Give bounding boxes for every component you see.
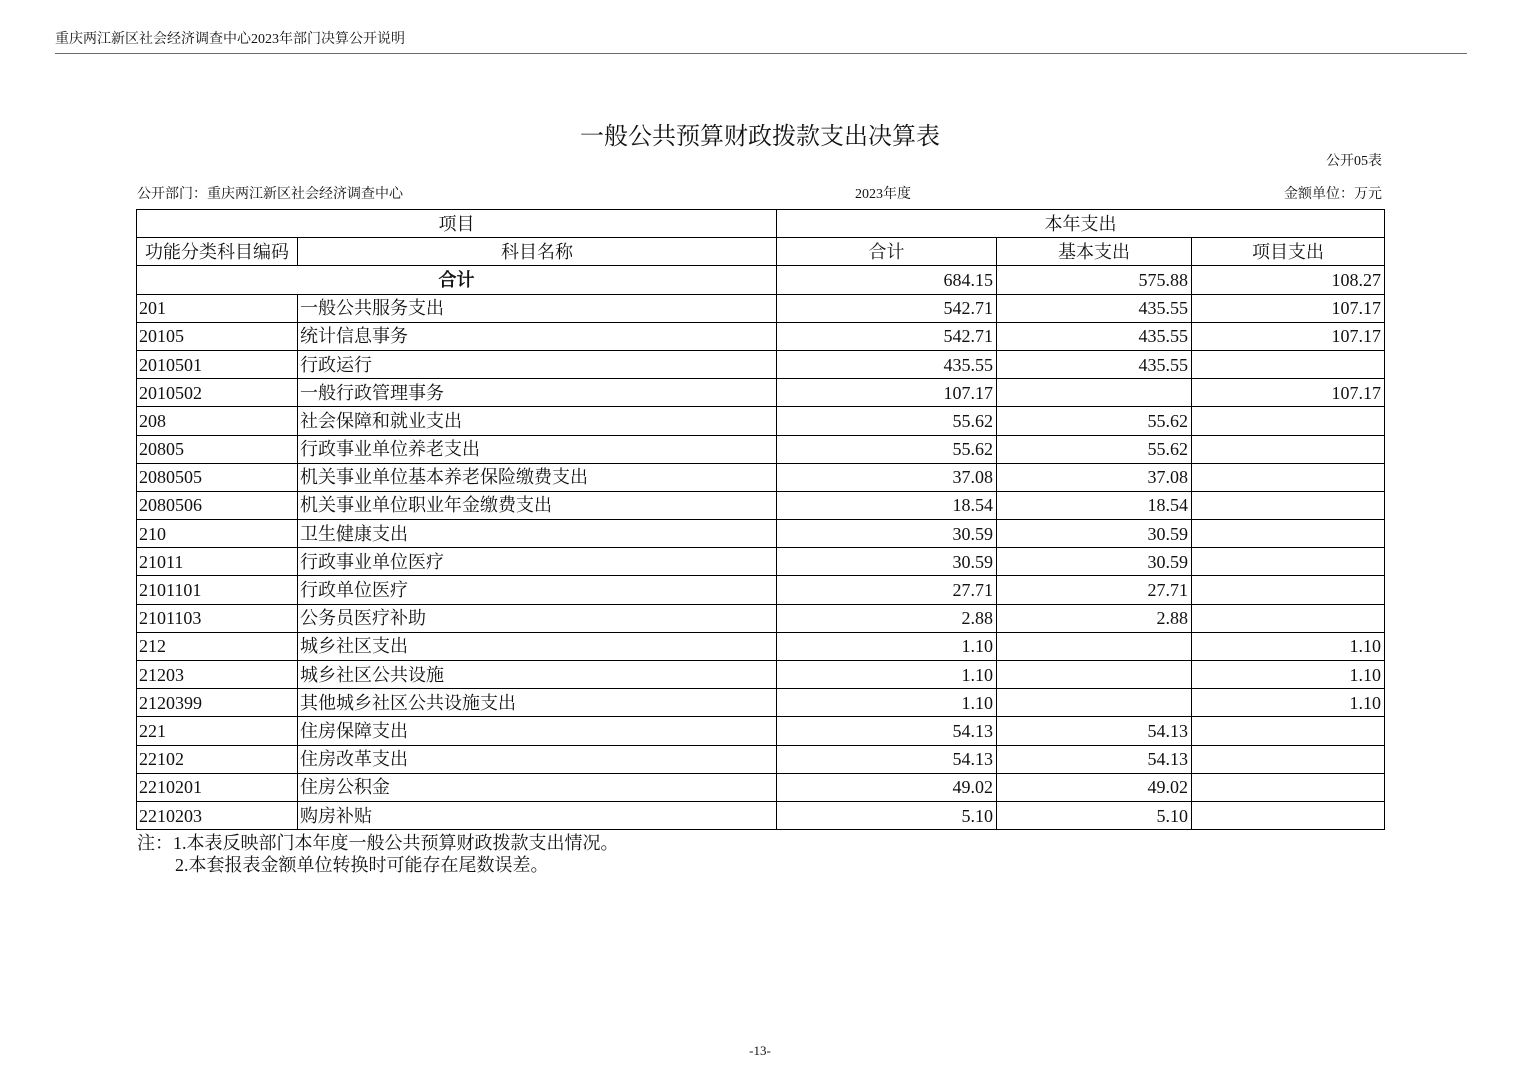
cell-code: 2080506 xyxy=(137,491,298,519)
cell-total: 1.10 xyxy=(777,632,997,660)
cell-name: 住房公积金 xyxy=(298,773,777,801)
table-row xyxy=(137,745,1385,773)
budget-expenditure-table xyxy=(136,209,1385,830)
cell-basic: 2.88 xyxy=(997,604,1192,632)
cell-total: 5.10 xyxy=(777,801,997,829)
cell-total: 18.54 xyxy=(777,491,997,519)
cell-code: 21011 xyxy=(137,548,298,576)
department-label: 公开部门：重庆两江新区社会经济调查中心 xyxy=(137,187,403,202)
cell-project xyxy=(1192,350,1385,378)
cell-name: 统计信息事务 xyxy=(298,322,777,350)
cell-basic xyxy=(997,661,1192,689)
cell-basic xyxy=(997,632,1192,660)
table-row xyxy=(137,661,1385,689)
document-header-title: 重庆两江新区社会经济调查中心2023年部门决算公开说明 xyxy=(55,32,405,47)
cell-total: 1.10 xyxy=(777,689,997,717)
cell-project xyxy=(1192,520,1385,548)
cell-project xyxy=(1192,576,1385,604)
cell-code: 201 xyxy=(137,294,298,322)
table-row xyxy=(137,548,1385,576)
cell-project xyxy=(1192,491,1385,519)
cell-code: 22102 xyxy=(137,745,298,773)
total-row-total: 684.15 xyxy=(777,266,997,294)
cell-total: 1.10 xyxy=(777,661,997,689)
cell-name: 城乡社区公共设施 xyxy=(298,661,777,689)
table-row xyxy=(137,350,1385,378)
cell-project: 107.17 xyxy=(1192,379,1385,407)
table-row xyxy=(137,435,1385,463)
cell-project xyxy=(1192,548,1385,576)
table-header xyxy=(137,210,1385,266)
table-row xyxy=(137,322,1385,350)
cell-total: 54.13 xyxy=(777,745,997,773)
total-row xyxy=(137,266,1385,294)
cell-basic: 37.08 xyxy=(997,463,1192,491)
cell-code: 21203 xyxy=(137,661,298,689)
table-row xyxy=(137,632,1385,660)
cell-total: 435.55 xyxy=(777,350,997,378)
table-row xyxy=(137,407,1385,435)
cell-code: 210 xyxy=(137,520,298,548)
amount-unit-label: 金额单位：万元 xyxy=(1284,187,1382,202)
cell-name: 一般公共服务支出 xyxy=(298,294,777,322)
table-row xyxy=(137,801,1385,829)
cell-total: 2.88 xyxy=(777,604,997,632)
note-line-2: 2.本套报表金额单位转换时可能存在尾数误差。 xyxy=(175,855,549,875)
cell-code: 2010502 xyxy=(137,379,298,407)
column-header-code: 功能分类科目编码 xyxy=(137,238,298,266)
cell-project xyxy=(1192,604,1385,632)
cell-code: 2010501 xyxy=(137,350,298,378)
cell-code: 20105 xyxy=(137,322,298,350)
cell-name: 住房保障支出 xyxy=(298,717,777,745)
table-row xyxy=(137,604,1385,632)
table-row xyxy=(137,689,1385,717)
cell-basic: 5.10 xyxy=(997,801,1192,829)
cell-project xyxy=(1192,463,1385,491)
group-header-item: 项目 xyxy=(137,210,777,238)
cell-basic: 435.55 xyxy=(997,294,1192,322)
cell-basic: 18.54 xyxy=(997,491,1192,519)
cell-code: 208 xyxy=(137,407,298,435)
cell-name: 购房补贴 xyxy=(298,801,777,829)
cell-total: 55.62 xyxy=(777,435,997,463)
cell-basic xyxy=(997,689,1192,717)
table-row xyxy=(137,491,1385,519)
table-row xyxy=(137,520,1385,548)
cell-project xyxy=(1192,745,1385,773)
cell-name: 社会保障和就业支出 xyxy=(298,407,777,435)
header-divider xyxy=(55,53,1467,54)
cell-name: 行政事业单位养老支出 xyxy=(298,435,777,463)
cell-name: 机关事业单位职业年金缴费支出 xyxy=(298,491,777,519)
group-header-row xyxy=(137,210,1385,238)
cell-basic: 30.59 xyxy=(997,520,1192,548)
cell-name: 一般行政管理事务 xyxy=(298,379,777,407)
cell-name: 机关事业单位基本养老保险缴费支出 xyxy=(298,463,777,491)
cell-code: 2101101 xyxy=(137,576,298,604)
cell-basic: 30.59 xyxy=(997,548,1192,576)
cell-name: 公务员医疗补助 xyxy=(298,604,777,632)
cell-basic: 435.55 xyxy=(997,322,1192,350)
table-row xyxy=(137,576,1385,604)
cell-name: 行政单位医疗 xyxy=(298,576,777,604)
cell-name: 行政运行 xyxy=(298,350,777,378)
cell-name: 住房改革支出 xyxy=(298,745,777,773)
table-body xyxy=(137,266,1385,830)
cell-total: 30.59 xyxy=(777,548,997,576)
cell-basic: 55.62 xyxy=(997,435,1192,463)
cell-project: 1.10 xyxy=(1192,632,1385,660)
total-row-label: 合计 xyxy=(137,266,777,294)
cell-total: 30.59 xyxy=(777,520,997,548)
cell-project xyxy=(1192,435,1385,463)
cell-project: 1.10 xyxy=(1192,689,1385,717)
cell-name: 行政事业单位医疗 xyxy=(298,548,777,576)
cell-basic: 54.13 xyxy=(997,745,1192,773)
cell-code: 20805 xyxy=(137,435,298,463)
cell-basic: 54.13 xyxy=(997,717,1192,745)
cell-total: 49.02 xyxy=(777,773,997,801)
cell-code: 2120399 xyxy=(137,689,298,717)
group-header-expense: 本年支出 xyxy=(777,210,1385,238)
table-code: 公开05表 xyxy=(1326,154,1382,169)
cell-name: 卫生健康支出 xyxy=(298,520,777,548)
fiscal-year-label: 2023年度 xyxy=(855,187,911,202)
table-row xyxy=(137,463,1385,491)
table-row xyxy=(137,379,1385,407)
cell-total: 37.08 xyxy=(777,463,997,491)
cell-basic xyxy=(997,379,1192,407)
cell-total: 542.71 xyxy=(777,322,997,350)
cell-project xyxy=(1192,717,1385,745)
column-header-basic: 基本支出 xyxy=(997,238,1192,266)
cell-project xyxy=(1192,801,1385,829)
cell-total: 55.62 xyxy=(777,407,997,435)
cell-basic: 55.62 xyxy=(997,407,1192,435)
column-header-row xyxy=(137,238,1385,266)
page-number: -13- xyxy=(749,1043,771,1058)
cell-code: 2080505 xyxy=(137,463,298,491)
cell-project: 107.17 xyxy=(1192,294,1385,322)
cell-total: 107.17 xyxy=(777,379,997,407)
column-header-name: 科目名称 xyxy=(298,238,777,266)
cell-basic: 435.55 xyxy=(997,350,1192,378)
cell-code: 221 xyxy=(137,717,298,745)
cell-code: 212 xyxy=(137,632,298,660)
cell-name: 城乡社区支出 xyxy=(298,632,777,660)
cell-total: 27.71 xyxy=(777,576,997,604)
total-row-project: 108.27 xyxy=(1192,266,1385,294)
page-title: 一般公共预算财政拨款支出决算表 xyxy=(580,124,940,150)
cell-project xyxy=(1192,773,1385,801)
cell-code: 2210201 xyxy=(137,773,298,801)
cell-code: 2210203 xyxy=(137,801,298,829)
cell-total: 54.13 xyxy=(777,717,997,745)
cell-project xyxy=(1192,407,1385,435)
note-line-1: 注：1.本表反映部门本年度一般公共预算财政拨款支出情况。 xyxy=(137,833,619,853)
cell-code: 2101103 xyxy=(137,604,298,632)
table-row xyxy=(137,294,1385,322)
table-row xyxy=(137,773,1385,801)
table-row xyxy=(137,717,1385,745)
total-row-basic: 575.88 xyxy=(997,266,1192,294)
cell-basic: 27.71 xyxy=(997,576,1192,604)
cell-total: 542.71 xyxy=(777,294,997,322)
cell-basic: 49.02 xyxy=(997,773,1192,801)
cell-name: 其他城乡社区公共设施支出 xyxy=(298,689,777,717)
cell-project: 107.17 xyxy=(1192,322,1385,350)
column-header-total: 合计 xyxy=(777,238,997,266)
cell-project: 1.10 xyxy=(1192,661,1385,689)
column-header-project: 项目支出 xyxy=(1192,238,1385,266)
